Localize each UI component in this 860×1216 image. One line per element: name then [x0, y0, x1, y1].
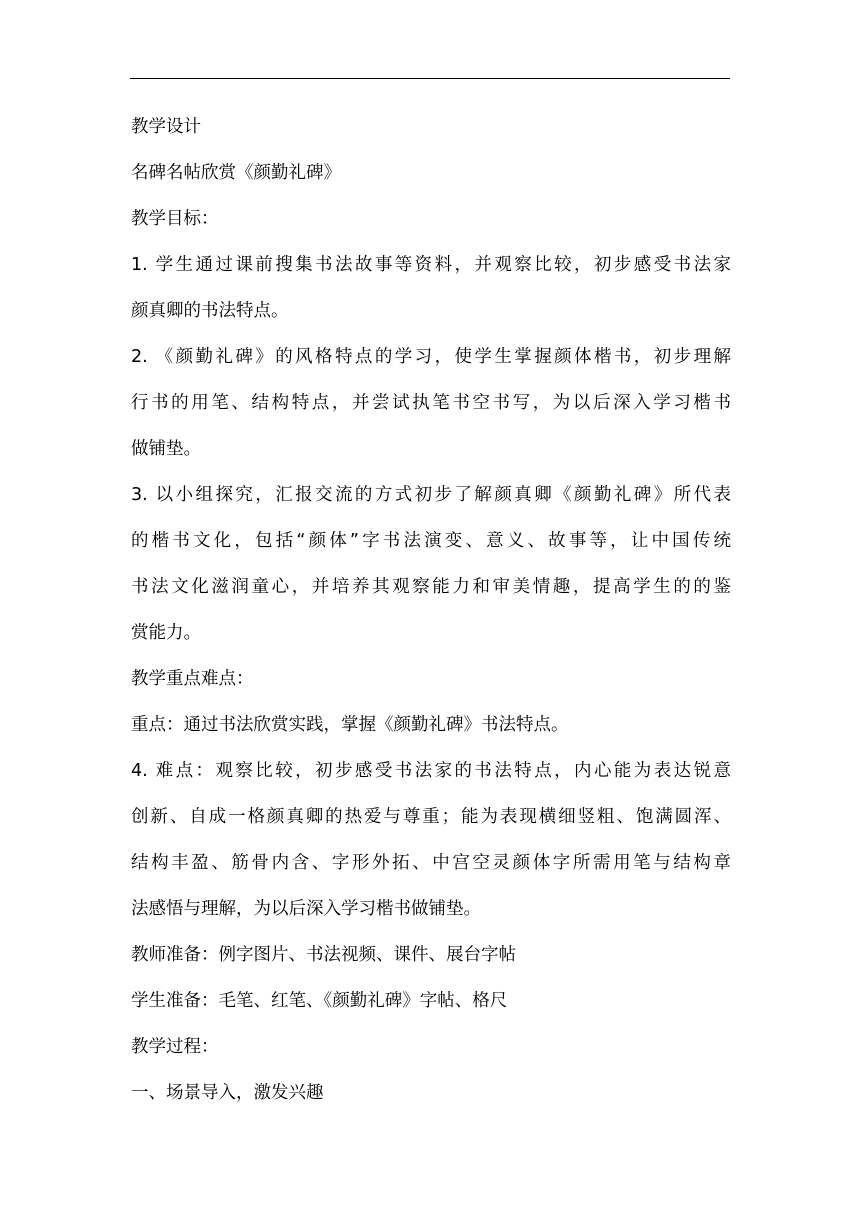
- difficulty-line: 结构丰盈、筋骨内含、字形外拓、中宫空灵颜体字所需用笔与结构章: [131, 853, 731, 873]
- objective-line: 1. 学生通过课前搜集书法故事等资料，并观察比较，初步感受书法家: [131, 255, 731, 275]
- key-difficult-heading: 教学重点难点：: [131, 669, 254, 689]
- difficulty-line: 法感悟与理解，为以后深入学习楷书做铺垫。: [131, 899, 481, 919]
- key-point: 重点：通过书法欣赏实践，掌握《颜勤礼碑》书法特点。: [131, 715, 569, 735]
- document-title: 教学设计: [131, 117, 201, 137]
- teacher-preparation: 教师准备：例字图片、书法视频、课件、展台字帖: [131, 945, 516, 965]
- difficulty-line: 创新、自成一格颜真卿的热爱与尊重；能为表现横细竖粗、饱满圆浑、: [131, 807, 731, 827]
- objective-line: 做铺垫。: [131, 439, 201, 459]
- objective-line: 3. 以小组探究，汇报交流的方式初步了解颜真卿《颜勤礼碑》所代表: [131, 485, 731, 505]
- difficulty-line: 4. 难点：观察比较，初步感受书法家的书法特点，内心能为表达锐意: [131, 761, 731, 781]
- student-preparation: 学生准备：毛笔、红笔、《颜勤礼碑》字帖、格尺: [131, 991, 508, 1011]
- objective-line: 书法文化滋润童心，并培养其观察能力和审美情趣，提高学生的的鉴: [131, 577, 731, 597]
- objective-line: 赏能力。: [131, 623, 201, 643]
- objective-line: 2. 《颜勤礼碑》的风格特点的学习，使学生掌握颜体楷书，初步理解: [131, 347, 731, 367]
- objective-line: 行书的用笔、结构特点，并尝试执笔书空书写，为以后深入学习楷书: [131, 393, 731, 413]
- section-one-heading: 一、场景导入，激发兴趣: [131, 1083, 324, 1103]
- document-body: [131, 110, 731, 1122]
- document-subtitle: 名碑名帖欣赏《颜勤礼碑》: [131, 163, 341, 183]
- objective-item-1: [131, 248, 731, 328]
- objective-item-3: [131, 478, 731, 650]
- process-heading: 教学过程：: [131, 1037, 219, 1057]
- difficulty-paragraph: [131, 754, 731, 926]
- objective-item-2: [131, 340, 731, 466]
- objective-line: 颜真卿的书法特点。: [131, 301, 289, 321]
- objectives-heading: 教学目标：: [131, 209, 219, 229]
- header-rule: [130, 78, 730, 79]
- objective-line: 的楷书文化，包括“颜体”字书法演变、意义、故事等，让中国传统: [131, 531, 731, 551]
